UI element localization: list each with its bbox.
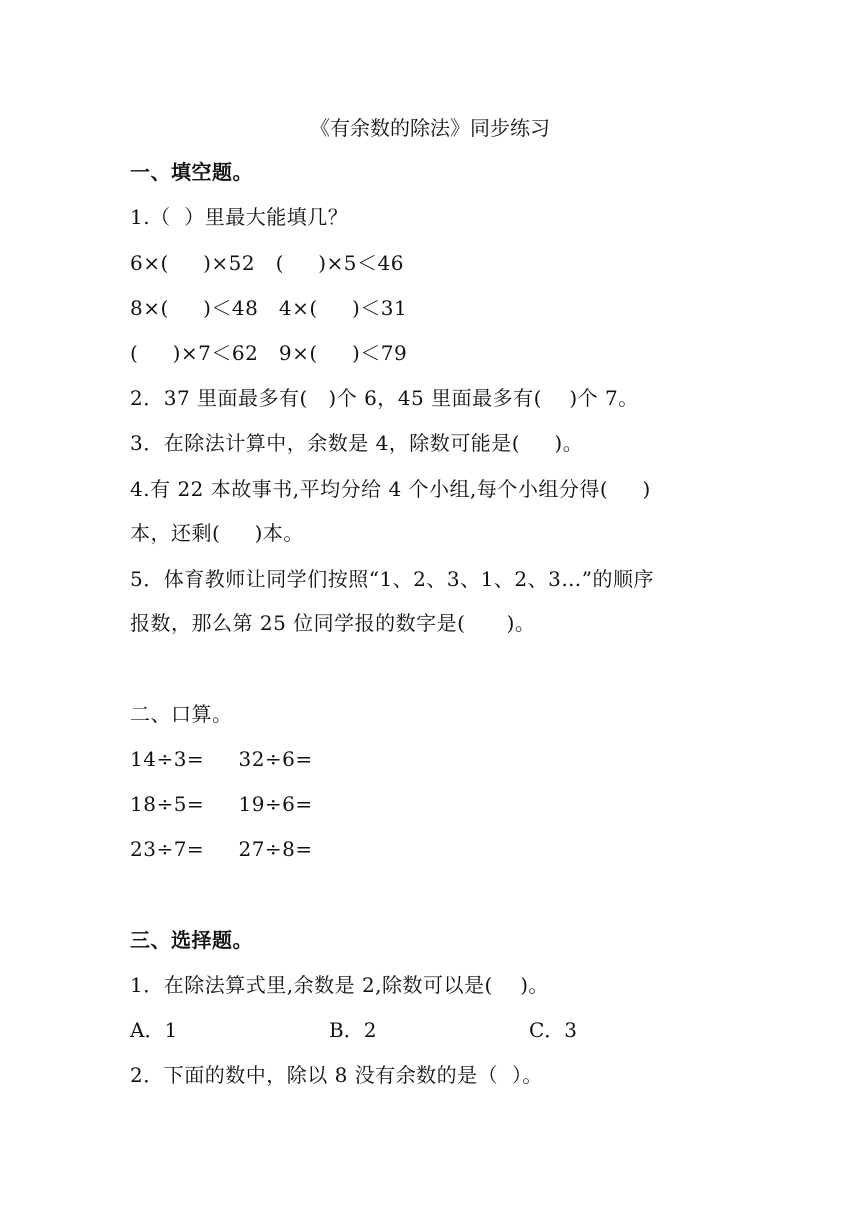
section-heading-multiple-choice: 三、选择题。: [130, 928, 253, 952]
question-1-1-row-1: 6×( )×52 ( )×5＜46: [130, 251, 404, 275]
question-1-1-row-2: 8×( )＜48 4×( )＜31: [130, 296, 408, 320]
question-1-4-line-1: 4.有 22 本故事书,平均分给 4 个小组,每个小组分得( ): [130, 477, 651, 501]
question-3-1: 1．在除法算式里,余数是 2,除数可以是( )。: [130, 973, 550, 997]
question-1-3: 3．在除法计算中，余数是 4，除数可能是( )。: [130, 431, 584, 455]
question-1-1-row-3: ( )×7＜62 9×( )＜79: [130, 341, 408, 365]
question-1-4-line-2: 本，还剩( )本。: [130, 521, 304, 545]
mental-math-row-1: 14÷3= 32÷6=: [130, 747, 313, 771]
question-3-1-option-a: A．1: [130, 1018, 178, 1042]
section-heading-mental-math: 二、口算。: [130, 702, 233, 726]
question-1-5-line-1: 5．体育教师让同学们按照“1、2、3、1、2、3…”的顺序: [130, 567, 655, 591]
question-1-2: 2．37 里面最多有( )个 6，45 里面最多有( )个 7。: [130, 386, 639, 410]
mental-math-row-2: 18÷5= 19÷6=: [130, 792, 313, 816]
mental-math-row-3: 23÷7= 27÷8=: [130, 837, 313, 861]
question-1-1: 1.（ ）里最大能填几？: [130, 205, 349, 229]
section-heading-fill-blank: 一、填空题。: [130, 160, 253, 184]
question-3-1-option-b: B．2: [329, 1018, 377, 1042]
question-1-5-line-2: 报数，那么第 25 位同学报的数字是( )。: [130, 611, 536, 635]
page-title: 《有余数的除法》同步练习: [310, 116, 550, 140]
question-3-2: 2．下面的数中，除以 8 没有余数的是（ ）。: [130, 1063, 543, 1087]
question-3-1-option-c: C．3: [529, 1018, 578, 1042]
